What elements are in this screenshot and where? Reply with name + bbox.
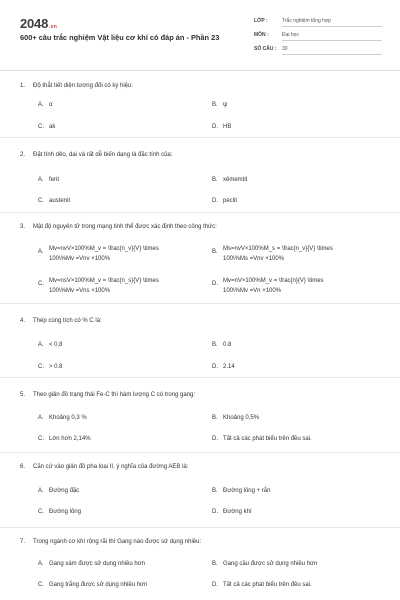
- question-text: [20, 152, 172, 158]
- option-letter: C.: [38, 198, 44, 204]
- question-stem: Căn cứ vào giản đồ pha loại II, ý nghĩa của đường AEB là:: [33, 464, 189, 470]
- option-letter: D.: [212, 281, 218, 287]
- option-letter: C.: [38, 509, 44, 515]
- question-text: [20, 83, 133, 89]
- option-letter: A.: [38, 488, 44, 494]
- option-letter: D.: [212, 124, 218, 130]
- option-letter: B.: [212, 488, 218, 494]
- logo-suffix: .vn: [49, 24, 57, 30]
- meta-label-count: SỐ CÂU :: [254, 46, 277, 52]
- option-letter: B.: [212, 177, 218, 183]
- option-text: 0.8: [223, 342, 232, 348]
- option-text: Lớn hơn 2,14%: [49, 436, 91, 442]
- question-item: [0, 527, 400, 600]
- option-letter: A.: [38, 561, 44, 567]
- option-text-line1: Ms=nvV×100%M_s = \frac{n_v}{V} \times: [223, 246, 333, 252]
- question-text: [20, 318, 102, 324]
- question-number: 6.: [20, 464, 26, 470]
- option-letter: B.: [212, 249, 218, 255]
- question-text: [20, 464, 188, 470]
- option-text: Khoảng 0,3 %: [49, 415, 87, 421]
- option-letter: A.: [38, 249, 44, 255]
- option-text: Tất cả các phát biểu trên đều sai.: [223, 582, 312, 588]
- question-item: [0, 452, 400, 528]
- option-text: < 0.8: [49, 342, 63, 348]
- option-letter: C.: [38, 281, 44, 287]
- question-item: [0, 377, 400, 453]
- document-title: 600+ câu trắc nghiệm Vật liệu cơ khí có đáp án - Phần 23: [20, 33, 220, 42]
- question-text: [20, 392, 195, 398]
- option-text-line1: Mv=nsV×100%M_v = \frac{n_s}{V} \times: [49, 278, 159, 284]
- question-stem: Đặt tính dẻo, dai và rất dễ biến dạng là đặc tính của:: [33, 152, 173, 158]
- option-letter: B.: [212, 102, 218, 108]
- option-text: ak: [49, 124, 56, 130]
- option-letter: A.: [38, 415, 44, 421]
- option-text: Đường khí: [223, 509, 252, 515]
- option-text: α: [49, 102, 53, 108]
- option-letter: C.: [38, 364, 44, 370]
- option-text: [49, 276, 159, 296]
- meta-row-subject: [254, 30, 384, 42]
- option-text: xêmemtit: [223, 177, 248, 183]
- meta-label-subject: MÔN :: [254, 32, 269, 38]
- option-letter: C.: [38, 124, 44, 130]
- option-text: austenit: [49, 198, 71, 204]
- option-letter: A.: [38, 102, 44, 108]
- option-letter: A.: [38, 342, 44, 348]
- question-stem: Thép cùng tích có % C là:: [33, 318, 102, 324]
- option-text: Gang xám được sử dụng nhiều hơn: [49, 561, 145, 567]
- question-number: 2.: [20, 152, 26, 158]
- question-stem: Trong ngành cơ khí rộng rãi thì Gang nào được sử dụng nhiều:: [33, 539, 202, 545]
- question-item: [0, 137, 400, 213]
- question-item: [0, 70, 400, 138]
- option-letter: B.: [212, 342, 218, 348]
- meta-row-class: [254, 16, 384, 28]
- option-letter: D.: [212, 509, 218, 515]
- question-number: 1.: [20, 83, 26, 89]
- option-text: peclit: [223, 198, 238, 204]
- question-number: 4.: [20, 318, 26, 324]
- question-item: [0, 212, 400, 304]
- option-text: ferit: [49, 177, 60, 183]
- option-text: [223, 244, 333, 264]
- question-stem: Mật độ nguyên tử trong mạng tinh thể được xác định theo công thức:: [33, 224, 217, 230]
- question-number: 3.: [20, 224, 26, 230]
- option-text: Đường lỏng + rắn: [223, 488, 271, 494]
- option-text-line2: 100\%Ms =Vnv ×100%: [223, 256, 285, 262]
- document-meta: [254, 16, 384, 58]
- option-letter: C.: [38, 582, 44, 588]
- option-text: 2.14: [223, 364, 235, 370]
- question-list: [0, 70, 400, 600]
- page-header: [0, 0, 400, 71]
- option-text: [49, 244, 159, 264]
- option-letter: A.: [38, 177, 44, 183]
- option-text: > 0.8: [49, 364, 63, 370]
- question-stem: Theo giản đồ trạng thái Fe-C thì hàm lượng C có trong gang:: [33, 392, 196, 398]
- option-letter: B.: [212, 561, 218, 567]
- question-text: [20, 224, 217, 230]
- option-text: Đường lỏng: [49, 509, 81, 515]
- logo-text: 2048: [20, 16, 49, 31]
- meta-value-subject: Đại học: [282, 31, 382, 41]
- meta-row-count: [254, 44, 384, 56]
- option-text-line1: Mv=nvV×100%M_v = \frac{n_v}{V} \times: [49, 246, 159, 252]
- option-text: ψ: [223, 102, 228, 108]
- option-text: Khoảng 0,5%: [223, 415, 260, 421]
- option-letter: B.: [212, 415, 218, 421]
- meta-value-class: Trắc nghiệm tổng hợp: [282, 17, 382, 27]
- option-text-line2: 100\%Mv =Vns ×100%: [49, 288, 111, 294]
- question-text: [20, 539, 201, 545]
- meta-label-class: LỚP :: [254, 18, 268, 24]
- option-text: HB: [223, 124, 232, 130]
- option-letter: D.: [212, 582, 218, 588]
- option-text: [223, 276, 324, 296]
- option-text-line2: 100\%Mv =Vn ×100%: [223, 288, 282, 294]
- question-number: 5.: [20, 392, 26, 398]
- option-letter: C.: [38, 436, 44, 442]
- option-text: Đường đặc: [49, 488, 80, 494]
- option-text: Tất cả các phát biểu trên đều sai.: [223, 436, 312, 442]
- site-logo[interactable]: [20, 16, 57, 30]
- option-text: Gang trắng được sử dụng nhiều hơn: [49, 582, 148, 588]
- question-stem: Độ thắt tiết diện tương đối có ký hiệu:: [33, 83, 134, 89]
- question-number: 7.: [20, 539, 26, 545]
- option-letter: D.: [212, 364, 218, 370]
- option-letter: D.: [212, 436, 218, 442]
- option-text-line2: 100\%Mv =Vnv ×100%: [49, 256, 111, 262]
- option-text: Gang cầu được sử dụng nhiều hơn: [223, 561, 318, 567]
- option-text-line1: Mv=nV×100%M_v = \frac{n}{V} \times: [223, 278, 324, 284]
- question-item: [0, 303, 400, 378]
- meta-value-count: 30: [282, 45, 382, 55]
- option-letter: D.: [212, 198, 218, 204]
